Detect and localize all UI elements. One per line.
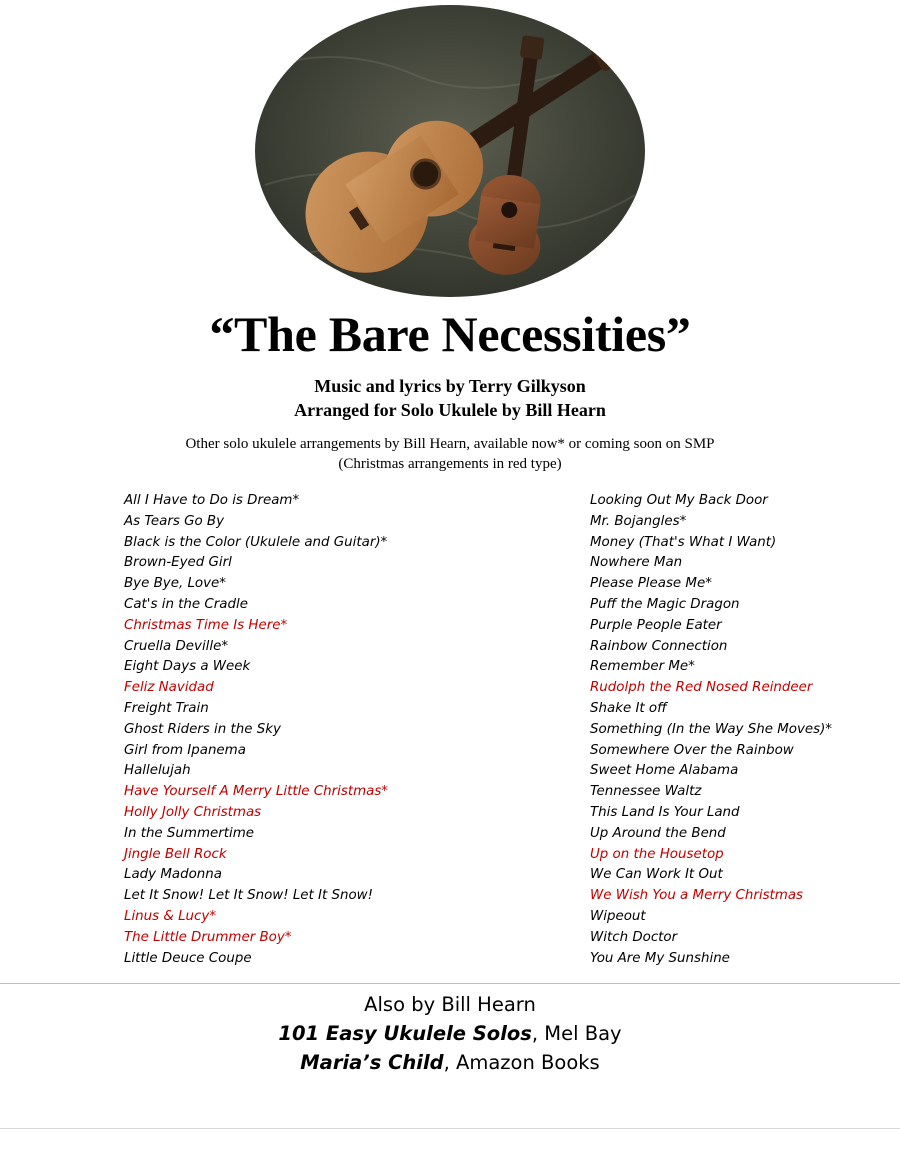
arrangements-note: Other solo ukulele arrangements by Bill Hearn, available now* or coming soon on SMP <box>185 436 715 452</box>
footer-divider <box>0 1128 900 1129</box>
also-book-1 <box>0 1022 900 1045</box>
song-item: All I Have to Do is Dream* <box>124 493 300 508</box>
song-list-left <box>124 491 388 969</box>
music-credit: Music and lyrics by Terry Gilkyson <box>314 376 586 396</box>
song-item: Something (In the Way She Moves)* <box>590 721 833 737</box>
song-item: Shake It off <box>590 700 667 716</box>
song-item: Rainbow Connection <box>590 638 728 654</box>
song-item: Puff the Magic Dragon <box>590 596 740 612</box>
song-item: Please Please Me* <box>590 576 712 592</box>
song-item: Bye Bye, Love* <box>124 576 226 592</box>
also-heading: Also by Bill Hearn <box>364 993 536 1016</box>
song-item: Sweet Home Alabama <box>590 763 739 779</box>
book-publisher: , Amazon Books <box>443 1051 600 1074</box>
book-publisher: , Mel Bay <box>531 1022 622 1045</box>
song-item: Have Yourself A Merry Little Christmas* <box>124 784 388 800</box>
song-item: Let It Snow! Let It Snow! Let It Snow! <box>124 888 373 904</box>
page-title: “The Bare Necessities” <box>209 306 691 362</box>
song-item: Little Deuce Coupe <box>124 950 252 966</box>
song-item: Tennessee Waltz <box>590 784 702 800</box>
song-item: Holly Jolly Christmas <box>124 804 262 820</box>
song-item: In the Summertime <box>124 825 254 841</box>
song-item: Lady Madonna <box>124 867 222 883</box>
song-item: Cruella Deville* <box>124 638 229 654</box>
song-item: Black is the Color (Ukulele and Guitar)* <box>124 534 388 550</box>
song-item: Christmas Time Is Here* <box>124 617 288 633</box>
song-item: Freight Train <box>124 700 209 716</box>
song-item: Remember Me* <box>590 659 695 675</box>
song-item: Girl from Ipanema <box>124 742 246 758</box>
song-item: Witch Doctor <box>590 929 678 945</box>
song-item: You Are My Sunshine <box>590 950 730 966</box>
song-item: Purple People Eater <box>590 617 722 633</box>
book-title: 101 Easy Ukulele Solos <box>278 1022 532 1045</box>
song-item: Mr. Bojangles* <box>590 513 687 529</box>
song-item: Linus & Lucy* <box>124 908 217 924</box>
song-item: Ghost Riders in the Sky <box>124 721 281 737</box>
christmas-note: (Christmas arrangements in red type) <box>338 456 562 472</box>
song-item: Feliz Navidad <box>124 680 214 696</box>
song-item: Brown-Eyed Girl <box>124 555 232 571</box>
book-title: Maria’s Child <box>300 1051 444 1074</box>
song-item: Money (That's What I Want) <box>590 534 777 550</box>
song-item: Hallelujah <box>124 763 191 779</box>
song-item: Looking Out My Back Door <box>590 493 768 508</box>
song-list-right <box>590 491 832 969</box>
song-item: Up on the Housetop <box>590 846 724 862</box>
song-item: Nowhere Man <box>590 555 683 571</box>
song-item: As Tears Go By <box>124 513 225 529</box>
song-item: The Little Drummer Boy* <box>124 929 292 945</box>
song-item: This Land Is Your Land <box>590 804 740 820</box>
song-item: Somewhere Over the Rainbow <box>590 742 794 758</box>
song-item: Wipeout <box>590 908 646 924</box>
divider <box>0 983 900 984</box>
song-item: Cat's in the Cradle <box>124 596 248 612</box>
song-item: We Can Work It Out <box>590 867 723 883</box>
arranger-credit: Arranged for Solo Ukulele by Bill Hearn <box>294 400 606 420</box>
song-item: We Wish You a Merry Christmas <box>590 888 804 904</box>
song-item: Jingle Bell Rock <box>124 846 227 862</box>
song-item: Up Around the Bend <box>590 825 726 841</box>
song-item: Eight Days a Week <box>124 659 251 675</box>
song-item: Rudolph the Red Nosed Reindeer <box>590 680 813 696</box>
also-book-2 <box>0 1051 900 1074</box>
guitar-ukulele-photo <box>255 5 645 297</box>
